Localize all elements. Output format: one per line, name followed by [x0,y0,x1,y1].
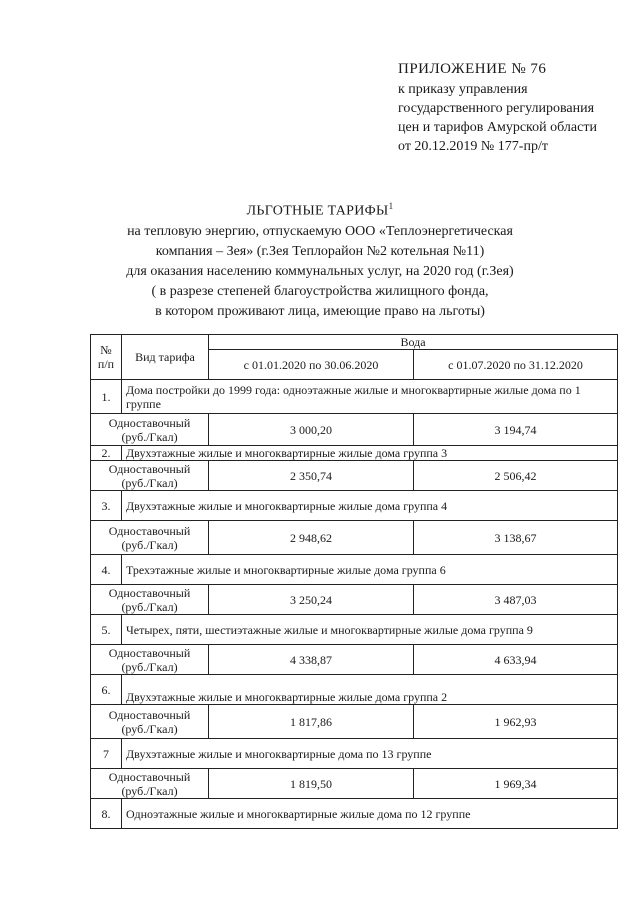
tariff-value-period-2: 1 962,93 [414,705,618,739]
value-row [91,645,618,675]
group-description: Дома постройки до 1999 года: одноэтажные жилые и многоквартирные жилые дома по 1 группе [122,380,618,414]
value-row [91,585,618,615]
tariff-value-period-1: 4 338,87 [209,645,414,675]
tariff-type-label: Одноставочный (руб./Гкал) [91,645,209,675]
group-number: 3. [91,491,122,521]
appendix-line: цен и тарифов Амурской области [398,120,597,135]
appendix-line: к приказу управления [398,82,528,97]
group-number: 4. [91,555,122,585]
value-row [91,769,618,799]
tariff-value-period-1: 3 250,24 [209,585,414,615]
table-body [91,380,618,829]
tariff-type-label: Одноставочный (руб./Гкал) [91,461,209,491]
group-row [91,446,618,461]
tariff-value-period-2: 3 138,67 [414,521,618,555]
header-num: № п/п [91,335,122,380]
group-description: Двухэтажные жилые и многоквартирные жилые дома группа 2 [122,675,618,705]
group-row [91,380,618,414]
value-row [91,414,618,446]
tariff-type-label: Одноставочный (руб./Гкал) [91,585,209,615]
title-line: в котором проживают лица, имеющие право на льготы) [155,303,485,319]
tariff-value-period-1: 1 819,50 [209,769,414,799]
group-number: 7 [91,739,122,769]
group-row [91,615,618,645]
title-line: компания – Зея» (г.Зея Теплорайон №2 котельная №11) [155,243,485,259]
title-line: ( в разрезе степеней благоустройства жилищного фонда, [151,283,489,299]
tariff-value-period-2: 3 194,74 [414,414,618,446]
appendix-block [398,60,597,156]
title-line: на тепловую энергию, отпускаемую ООО «Теплоэнергетическая [127,223,513,239]
group-description: Двухэтажные жилые и многоквартирные дома по 13 группе [122,739,618,769]
group-description: Двухэтажные жилые и многоквартирные жилые дома группа 4 [122,491,618,521]
header-water: Вода [209,335,618,350]
header-period-2: с 01.07.2020 по 31.12.2020 [414,350,618,380]
group-description: Двухэтажные жилые и многоквартирные жилые дома группа 3 [122,446,618,461]
tariff-type-label: Одноставочный (руб./Гкал) [91,769,209,799]
group-row [91,491,618,521]
group-number: 8. [91,799,122,829]
group-number: 1. [91,380,122,414]
tariff-value-period-2: 3 487,03 [414,585,618,615]
header-period-1: с 01.01.2020 по 30.06.2020 [209,350,414,380]
tariff-value-period-2: 1 969,34 [414,769,618,799]
group-row [91,555,618,585]
group-description: Трехэтажные жилые и многоквартирные жилые дома группа 6 [122,555,618,585]
tariff-type-label: Одноставочный (руб./Гкал) [91,414,209,446]
tariff-value-period-2: 2 506,42 [414,461,618,491]
group-description: Четырех, пяти, шестиэтажные жилые и многоквартирные жилые дома группа 9 [122,615,618,645]
value-row [91,521,618,555]
value-row [91,461,618,491]
appendix-title: ПРИЛОЖЕНИЕ № 76 [398,61,547,77]
appendix-date: от 20.12.2019 № 177-пр/т [398,139,548,154]
group-row [91,739,618,769]
tariff-type-label: Одноставочный (руб./Гкал) [91,521,209,555]
group-description: Одноэтажные жилые и многоквартирные жилые дома по 12 группе [122,799,618,829]
group-row [91,799,618,829]
tariff-value-period-2: 4 633,94 [414,645,618,675]
group-number: 6. [91,675,122,705]
tariff-value-period-1: 3 000,20 [209,414,414,446]
group-number: 2. [91,446,122,461]
appendix-line: государственного регулирования [398,101,595,116]
group-row [91,675,618,705]
value-row [91,705,618,739]
footnote-marker: 1 [388,201,394,211]
group-number: 5. [91,615,122,645]
tariff-value-period-1: 1 817,86 [209,705,414,739]
tariff-table [90,334,618,829]
tariff-value-period-1: 2 350,74 [209,461,414,491]
document-title: ЛЬГОТНЫЕ ТАРИФЫ$^1$ [246,201,394,219]
tariff-value-period-1: 2 948,62 [209,521,414,555]
header-type: Вид тарифа [122,335,209,380]
tariff-type-label: Одноставочный (руб./Гкал) [91,705,209,739]
title-line: для оказания населению коммунальных услуг, на 2020 год (г.Зея) [126,263,514,279]
document-title-block [0,196,640,322]
